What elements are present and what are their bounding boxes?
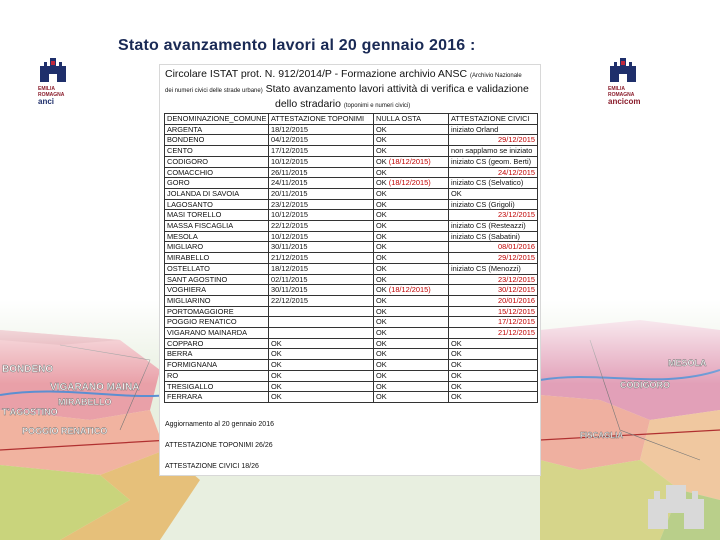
nulla-osta-value: OK — [376, 231, 387, 241]
cell-comune: TRESIGALLO — [165, 381, 269, 392]
cell-civici — [449, 360, 538, 371]
cell-civici — [449, 370, 538, 381]
cell-civici — [449, 381, 538, 392]
table-row — [165, 188, 538, 199]
civici-status: iniziato Orland — [451, 124, 499, 134]
cell-nulla-osta — [374, 328, 449, 339]
civici-date: 21/12/2015 — [498, 328, 535, 338]
nulla-osta-date: (18/12/2015) — [388, 285, 431, 295]
cell-civici — [449, 263, 538, 274]
nulla-osta-value: OK — [376, 124, 387, 134]
cell-civici — [449, 253, 538, 264]
cell-toponimi: OK — [269, 392, 374, 403]
cell-civici — [449, 285, 538, 296]
cell-civici — [449, 221, 538, 232]
table-row — [165, 263, 538, 274]
nulla-osta-value: OK — [376, 295, 387, 305]
cell-comune: BERRA — [165, 349, 269, 360]
civici-status: OK — [451, 338, 462, 348]
nulla-osta-value: OK — [376, 156, 387, 166]
civici-status: iniziato CS (geom. Berti) — [451, 156, 532, 166]
cell-toponimi — [269, 306, 374, 317]
civici-status: OK — [451, 392, 462, 402]
nulla-osta-value: OK — [376, 392, 387, 402]
cell-nulla-osta — [374, 242, 449, 253]
cell-toponimi: 02/11/2015 — [269, 274, 374, 285]
table-row — [165, 167, 538, 178]
cell-comune: CENTO — [165, 146, 269, 157]
cell-toponimi — [269, 317, 374, 328]
table-row — [165, 221, 538, 232]
castle-logo-icon — [608, 56, 638, 82]
cell-civici — [449, 124, 538, 135]
cell-civici — [449, 328, 538, 339]
cell-toponimi: OK — [269, 338, 374, 349]
cell-comune: MASI TORELLO — [165, 210, 269, 221]
cell-civici — [449, 231, 538, 242]
document-heading — [160, 65, 540, 113]
cell-toponimi: OK — [269, 360, 374, 371]
civici-date: 30/12/2015 — [498, 285, 535, 295]
cell-nulla-osta — [374, 210, 449, 221]
cell-toponimi: 18/12/2015 — [269, 124, 374, 135]
table-row — [165, 349, 538, 360]
nulla-osta-value: OK — [376, 306, 387, 316]
nulla-osta-value: OK — [376, 328, 387, 338]
table-row — [165, 360, 538, 371]
nulla-osta-value: OK — [376, 188, 387, 198]
cell-civici — [449, 295, 538, 306]
cell-civici — [449, 349, 538, 360]
cell-nulla-osta — [374, 124, 449, 135]
cell-nulla-osta — [374, 231, 449, 242]
cell-nulla-osta — [374, 156, 449, 167]
cell-comune: PORTOMAGGIORE — [165, 306, 269, 317]
cell-comune: RO — [165, 370, 269, 381]
cell-nulla-osta — [374, 274, 449, 285]
civici-date: 24/12/2015 — [498, 167, 535, 177]
civici-status: iniziato CS (Resteazzi) — [451, 221, 526, 231]
cell-nulla-osta — [374, 285, 449, 296]
cell-comune: ARGENTA — [165, 124, 269, 135]
nulla-osta-value: OK — [376, 338, 387, 348]
cell-civici — [449, 274, 538, 285]
civici-status: iniziato CS (Sabatini) — [451, 231, 521, 241]
cell-nulla-osta — [374, 253, 449, 264]
nulla-osta-value: OK — [376, 274, 387, 284]
castle-logo-icon — [38, 56, 68, 82]
nulla-osta-value: OK — [376, 253, 387, 263]
cell-civici — [449, 317, 538, 328]
civici-status: OK — [451, 360, 462, 370]
table-row — [165, 285, 538, 296]
nulla-osta-value: OK — [376, 135, 387, 145]
civici-date: 20/01/2016 — [498, 295, 535, 305]
table-row — [165, 328, 538, 339]
table-row — [165, 317, 538, 328]
cell-comune: FERRARA — [165, 392, 269, 403]
map-label-poggio: POGGIO RENATICO — [22, 426, 108, 436]
civici-status: iniziato CS (Menozzi) — [451, 263, 521, 273]
cell-civici — [449, 199, 538, 210]
cell-nulla-osta — [374, 360, 449, 371]
cell-nulla-osta — [374, 349, 449, 360]
logo-region-line1: EMILIA — [38, 86, 55, 92]
civici-status: OK — [451, 188, 462, 198]
civici-date: 15/12/2015 — [498, 306, 535, 316]
nulla-osta-value: OK — [376, 370, 387, 380]
table-row — [165, 306, 538, 317]
column-header: ATTESTAZIONE TOPONIMI — [269, 114, 374, 125]
logo-region-line1: EMILIA — [608, 86, 625, 92]
cell-civici — [449, 135, 538, 146]
heading-line1: Circolare ISTAT prot. N. 912/2014/P - Formazione archivio ANSC — [165, 68, 468, 80]
cell-nulla-osta — [374, 263, 449, 274]
cell-toponimi: 10/12/2015 — [269, 231, 374, 242]
status-document — [159, 64, 541, 476]
cell-comune: MIGLIARO — [165, 242, 269, 253]
cell-nulla-osta — [374, 221, 449, 232]
column-header: ATTESTAZIONE CIVICI — [449, 114, 538, 125]
cell-civici — [449, 242, 538, 253]
cell-toponimi: 10/12/2015 — [269, 156, 374, 167]
cell-comune: POGGIO RENATICO — [165, 317, 269, 328]
table-row — [165, 381, 538, 392]
civici-status: OK — [451, 370, 462, 380]
cell-civici — [449, 146, 538, 157]
cell-civici — [449, 167, 538, 178]
cell-comune: MIRABELLO — [165, 253, 269, 264]
logo-brand: ancicom — [608, 97, 641, 106]
cell-toponimi — [269, 328, 374, 339]
cell-toponimi: 04/12/2015 — [269, 135, 374, 146]
cell-nulla-osta — [374, 199, 449, 210]
cell-comune: JOLANDA DI SAVOIA — [165, 188, 269, 199]
civici-date: 23/12/2015 — [498, 274, 535, 284]
logo-region-line2: ROMAGNA — [608, 91, 635, 98]
cell-comune: VOGHIERA — [165, 285, 269, 296]
cell-civici — [449, 306, 538, 317]
map-label-mesola: MESOLA — [668, 358, 707, 368]
cell-comune: BONDENO — [165, 135, 269, 146]
civici-date: 08/01/2016 — [498, 242, 535, 252]
civici-date: 29/12/2015 — [498, 135, 535, 145]
cell-comune: VIGARANO MAINARDA — [165, 328, 269, 339]
cell-nulla-osta — [374, 178, 449, 189]
logo-region-line2: ROMAGNA — [38, 91, 65, 98]
nulla-osta-value: OK — [376, 167, 387, 177]
nulla-osta-value: OK — [376, 242, 387, 252]
table-header-row — [165, 114, 538, 125]
table-row — [165, 156, 538, 167]
heading-line2-note: dei numeri civici delle strade urbane) — [165, 88, 263, 94]
footer-update: Aggiornamento al 20 gennaio 2016 — [165, 421, 274, 428]
heading-line3-note: (toponimi e numeri civici) — [343, 103, 411, 109]
nulla-osta-date: (18/12/2015) — [388, 156, 431, 166]
column-header: NULLA OSTA — [374, 114, 449, 125]
footer-toponimi: ATTESTAZIONE TOPONIMI 26/26 — [165, 442, 273, 449]
map-label-fiscaglia: FISCAGLIA — [580, 431, 624, 440]
cell-comune: CODIGORO — [165, 156, 269, 167]
ancicom-logo-right — [608, 56, 640, 106]
cell-toponimi: OK — [269, 349, 374, 360]
corner-castle-logo — [644, 479, 708, 534]
cell-comune: MIGLIARINO — [165, 295, 269, 306]
castle-icon — [644, 479, 708, 529]
cell-toponimi: 24/11/2015 — [269, 178, 374, 189]
cell-comune: MESOLA — [165, 231, 269, 242]
cell-civici — [449, 210, 538, 221]
table-row — [165, 210, 538, 221]
cell-toponimi: 10/12/2015 — [269, 210, 374, 221]
table-row — [165, 178, 538, 189]
cell-civici — [449, 156, 538, 167]
civici-status: iniziato CS (Selvatico) — [451, 178, 524, 188]
anci-logo-left — [38, 56, 68, 106]
cell-toponimi: 18/12/2015 — [269, 263, 374, 274]
nulla-osta-value: OK — [376, 178, 387, 188]
cell-comune: FORMIGNANA — [165, 360, 269, 371]
cell-comune: COPPARO — [165, 338, 269, 349]
cell-nulla-osta — [374, 370, 449, 381]
civici-status: non sapplamo se iniziato — [451, 146, 533, 156]
civici-date: 23/12/2015 — [498, 210, 535, 220]
cell-toponimi: 20/11/2015 — [269, 188, 374, 199]
cell-toponimi: 26/11/2015 — [269, 167, 374, 178]
cell-toponimi: 30/11/2015 — [269, 242, 374, 253]
nulla-osta-value: OK — [376, 285, 387, 295]
table-row — [165, 124, 538, 135]
table-row — [165, 231, 538, 242]
nulla-osta-value: OK — [376, 349, 387, 359]
nulla-osta-value: OK — [376, 199, 387, 209]
civici-status: OK — [451, 381, 462, 391]
cell-toponimi: 30/11/2015 — [269, 285, 374, 296]
heading-line3: dello stradario — [275, 98, 341, 110]
column-header: DENOMINAZIONE_COMUNE — [165, 114, 269, 125]
table-row — [165, 295, 538, 306]
cell-civici — [449, 188, 538, 199]
logo-brand: anci — [38, 97, 55, 106]
nulla-osta-value: OK — [376, 360, 387, 370]
table-row — [165, 146, 538, 157]
table-row — [165, 370, 538, 381]
nulla-osta-value: OK — [376, 146, 387, 156]
cell-nulla-osta — [374, 392, 449, 403]
cell-toponimi: 22/12/2015 — [269, 221, 374, 232]
map-label-codigoro: CODIGORO — [620, 380, 671, 390]
table-row — [165, 392, 538, 403]
civici-date: 29/12/2015 — [498, 253, 535, 263]
civici-status: iniziato CS (Grigoli) — [451, 199, 515, 209]
status-table — [164, 113, 538, 403]
civici-date: 17/12/2015 — [498, 317, 535, 327]
cell-toponimi: 21/12/2015 — [269, 253, 374, 264]
cell-toponimi: OK — [269, 381, 374, 392]
slide-title: Stato avanzamento lavori al 20 gennaio 2016 : — [118, 37, 476, 54]
cell-comune: SANT AGOSTINO — [165, 274, 269, 285]
cell-nulla-osta — [374, 188, 449, 199]
cell-civici — [449, 338, 538, 349]
table-row — [165, 242, 538, 253]
heading-line2: Stato avanzamento lavori attività di verifica e validazione — [265, 83, 529, 95]
cell-nulla-osta — [374, 381, 449, 392]
map-label-mirabello: MIRABELLO — [58, 397, 112, 407]
footer-civici: ATTESTAZIONE CIVICI 18/26 — [165, 463, 259, 470]
cell-nulla-osta — [374, 306, 449, 317]
nulla-osta-value: OK — [376, 210, 387, 220]
nulla-osta-date: (18/12/2015) — [388, 178, 431, 188]
cell-civici — [449, 392, 538, 403]
cell-nulla-osta — [374, 146, 449, 157]
cell-toponimi: 17/12/2015 — [269, 146, 374, 157]
cell-comune: GORO — [165, 178, 269, 189]
cell-toponimi: 22/12/2015 — [269, 295, 374, 306]
nulla-osta-value: OK — [376, 263, 387, 273]
table-row — [165, 253, 538, 264]
heading-line1-note: (Archivio Nazionale — [470, 73, 522, 79]
table-row — [165, 199, 538, 210]
map-label-bondeno: BONDENO — [2, 364, 54, 375]
cell-nulla-osta — [374, 338, 449, 349]
cell-comune: LAGOSANTO — [165, 199, 269, 210]
table-row — [165, 274, 538, 285]
map-label-vigarano: VIGARANO MAINA — [50, 382, 140, 393]
table-row — [165, 135, 538, 146]
map-label-agostino: T'AGOSTINO — [2, 407, 58, 417]
cell-comune: COMACCHIO — [165, 167, 269, 178]
cell-nulla-osta — [374, 317, 449, 328]
cell-comune: OSTELLATO — [165, 263, 269, 274]
cell-civici — [449, 178, 538, 189]
nulla-osta-value: OK — [376, 221, 387, 231]
cell-nulla-osta — [374, 167, 449, 178]
cell-comune: MASSA FISCAGLIA — [165, 221, 269, 232]
cell-toponimi: 23/12/2015 — [269, 199, 374, 210]
cell-nulla-osta — [374, 135, 449, 146]
civici-status: OK — [451, 349, 462, 359]
nulla-osta-value: OK — [376, 317, 387, 327]
cell-toponimi: OK — [269, 370, 374, 381]
nulla-osta-value: OK — [376, 381, 387, 391]
cell-nulla-osta — [374, 295, 449, 306]
table-row — [165, 338, 538, 349]
